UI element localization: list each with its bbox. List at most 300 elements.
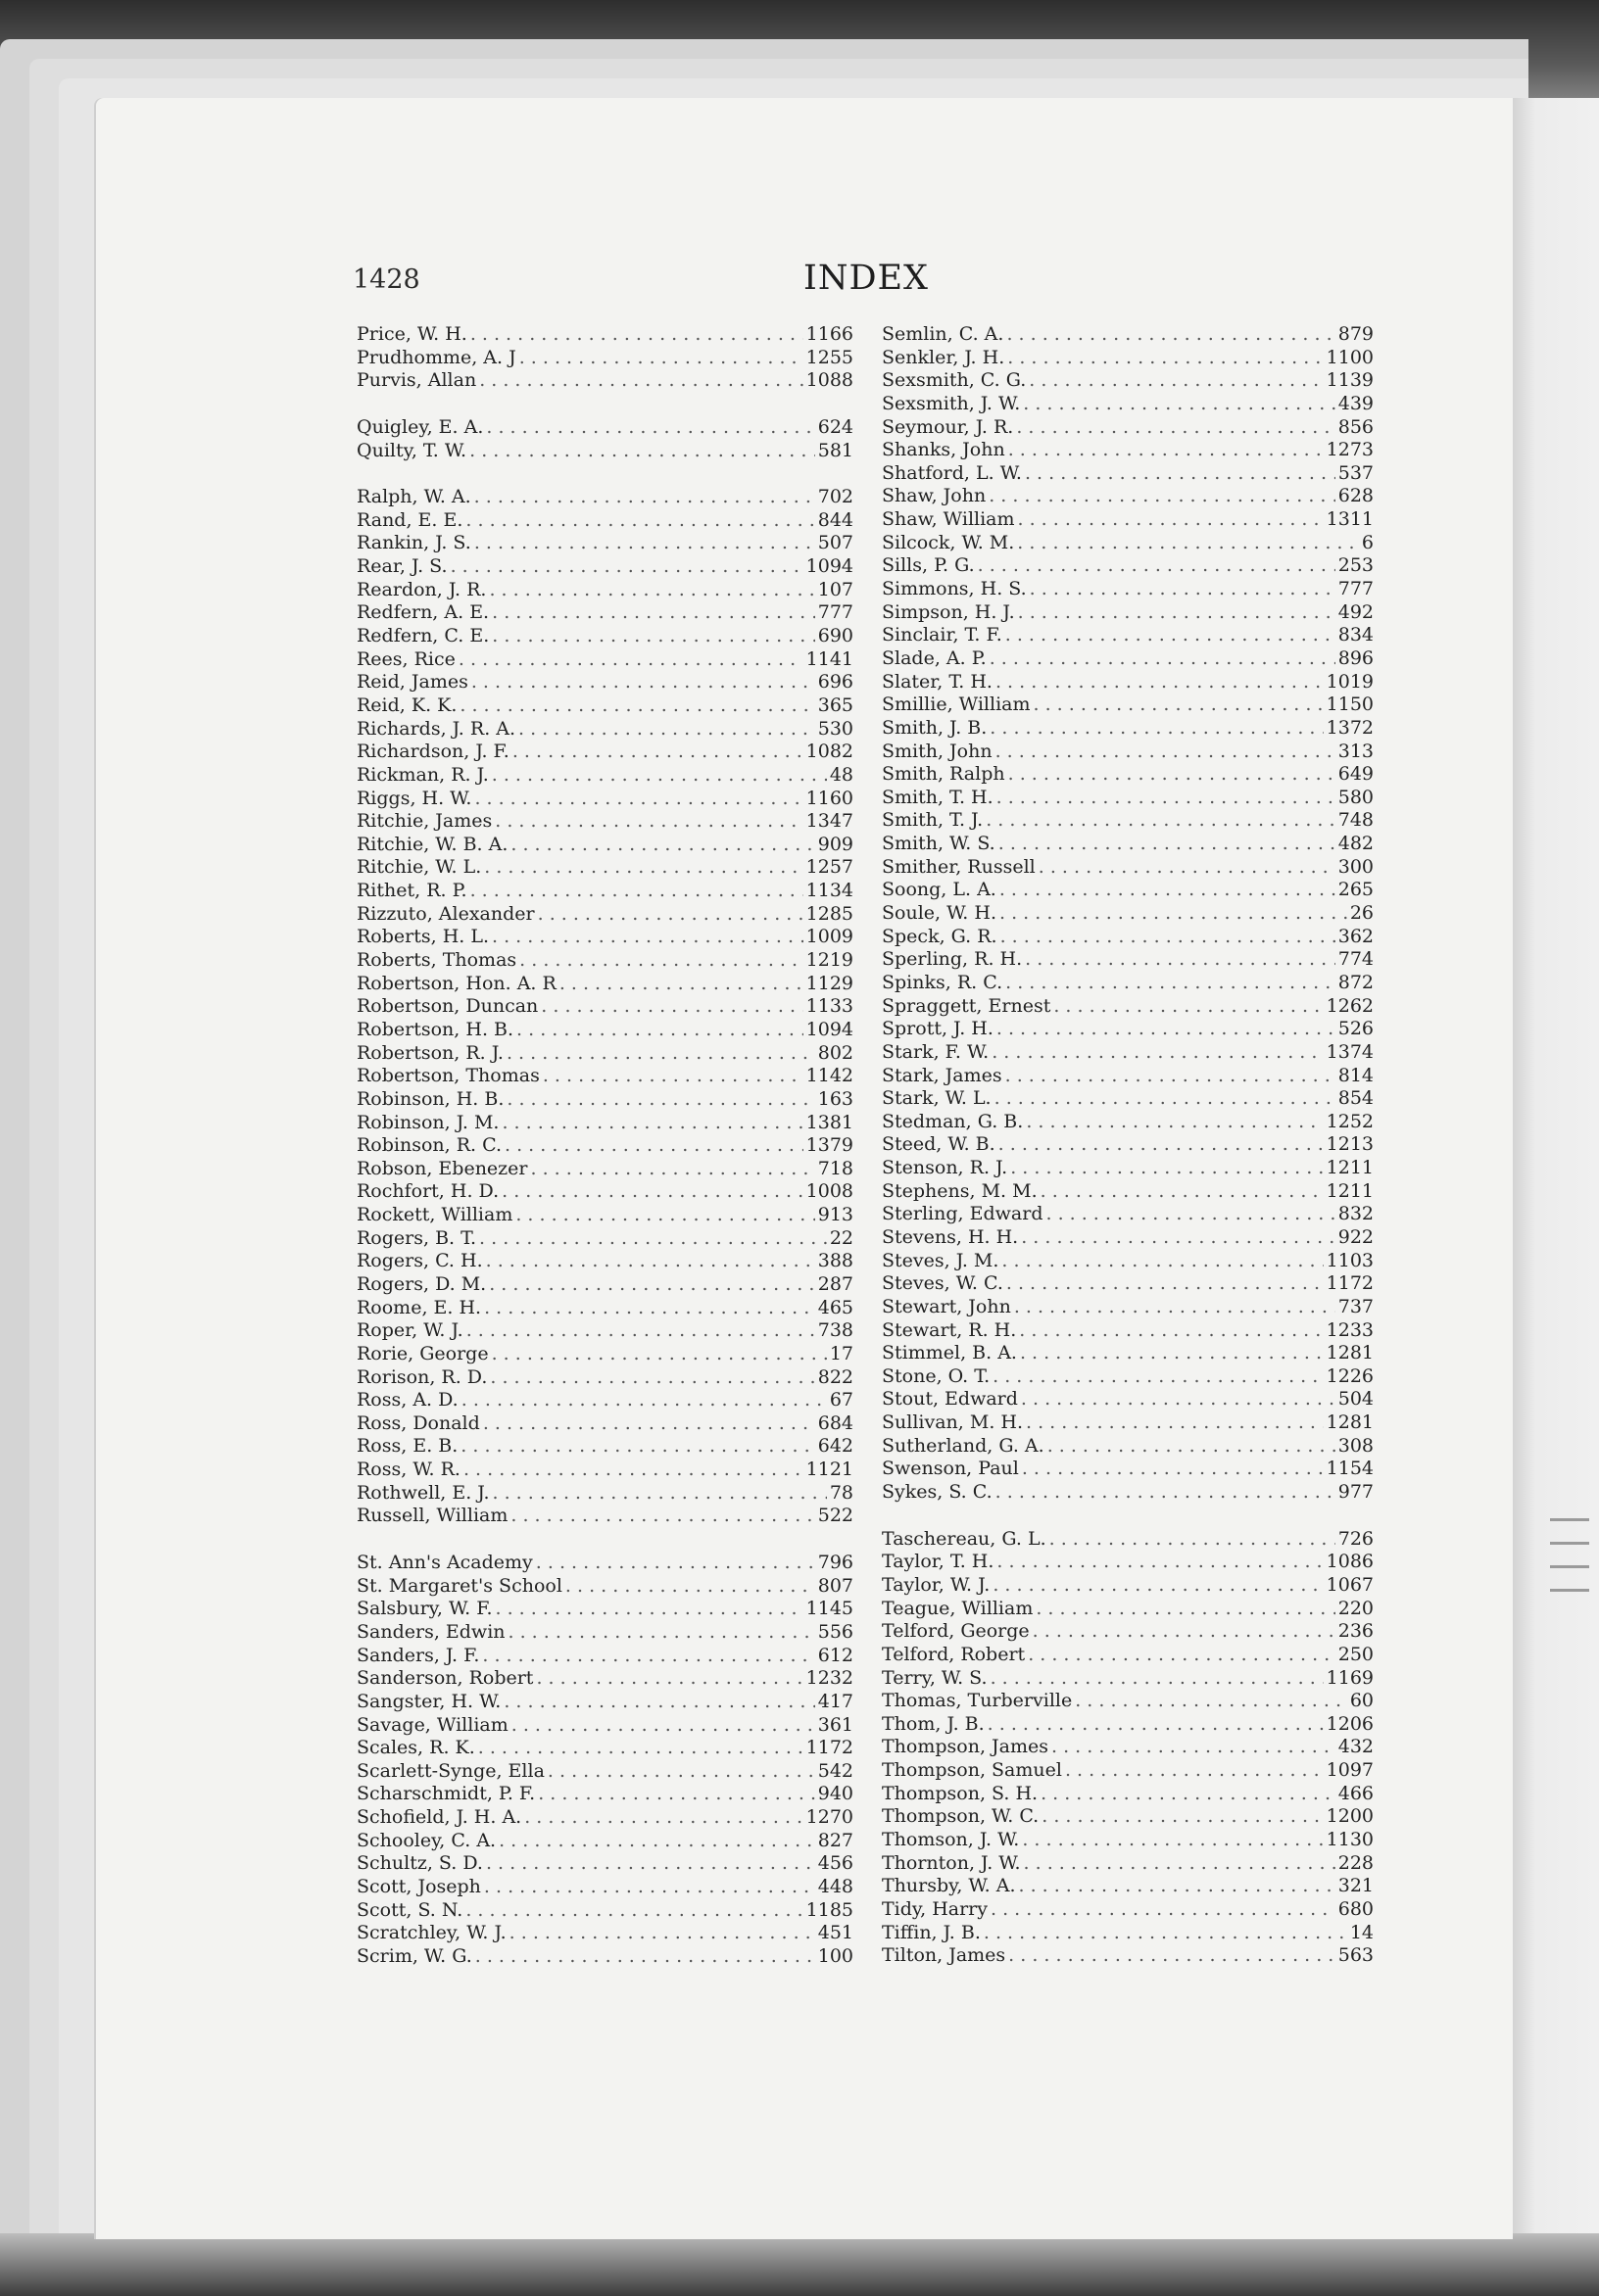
entry-name: Roome, E. H. [357, 1296, 482, 1318]
entry-page: 6 [1361, 531, 1374, 553]
index-entry [882, 439, 1374, 462]
index-entry [882, 393, 1374, 416]
entry-page: 1008 [805, 1180, 853, 1203]
index-entry [357, 1645, 853, 1668]
index-entry [882, 741, 1374, 764]
index-entry [882, 1319, 1374, 1343]
dot-leader [1023, 393, 1334, 416]
entry-name: Thornton, J. W. [882, 1851, 1021, 1874]
entry-name: Rogers, C. H. [357, 1250, 483, 1272]
index-entry [357, 1737, 853, 1760]
entry-page: 236 [1337, 1620, 1374, 1643]
dot-leader [484, 856, 802, 880]
dot-leader [1026, 1411, 1324, 1435]
entry-name: Robinson, J. M. [357, 1111, 500, 1133]
dot-leader [483, 1412, 815, 1436]
entry-name: Quilty, T. W. [357, 439, 467, 461]
index-entry [357, 1783, 853, 1806]
dot-leader [990, 717, 1323, 741]
index-entry [882, 995, 1374, 1019]
dot-leader [496, 1598, 803, 1621]
entry-name: Rand, E. E. [357, 508, 463, 531]
index-entry [357, 718, 853, 741]
entry-name: Schooley, C. A. [357, 1829, 497, 1851]
entry-name: Ritchie, W. L. [357, 856, 482, 879]
entry-page: 896 [1337, 646, 1374, 669]
dot-leader [1005, 624, 1335, 647]
entry-name: Stark, James [882, 1064, 1002, 1086]
dot-leader [990, 647, 1335, 671]
entry-page: 321 [1337, 1875, 1374, 1897]
entry-name: Scarlett-Synge, Ella [357, 1759, 545, 1782]
entry-page: 1255 [805, 346, 853, 368]
index-entry [357, 1343, 853, 1366]
entry-page: 856 [1337, 415, 1374, 438]
dot-leader [461, 1389, 827, 1412]
index-entry [882, 624, 1374, 647]
index-entry [357, 973, 853, 996]
dot-leader [1006, 323, 1334, 347]
dot-leader [548, 1760, 815, 1784]
dot-leader [992, 1041, 1323, 1065]
dot-leader [465, 1899, 802, 1923]
entry-name: Stone, O. T. [882, 1364, 991, 1387]
entry-page: 1121 [805, 1459, 853, 1481]
entry-page: 228 [1337, 1851, 1374, 1874]
index-entry [882, 1458, 1374, 1481]
entry-name: Rees, Rice [357, 647, 456, 670]
dot-leader [1034, 694, 1324, 717]
dot-leader [1021, 1388, 1335, 1411]
index-entry [357, 486, 853, 509]
index-entry [882, 1226, 1374, 1250]
entry-name: Schofield, J. H. A. [357, 1806, 522, 1829]
index-entry [357, 1158, 853, 1181]
dot-leader [999, 902, 1347, 926]
entry-name: Stenson, R. J. [882, 1157, 1008, 1179]
index-entry [882, 1087, 1374, 1111]
dot-leader [543, 1065, 803, 1088]
entry-name: Thomson, J. W. [882, 1829, 1020, 1850]
entry-name: Scratchley, W. J. [357, 1922, 507, 1944]
dot-leader [460, 694, 814, 718]
index-entry [357, 1598, 853, 1621]
dot-leader [1042, 1805, 1323, 1829]
entry-name: Robertson, Thomas [357, 1065, 540, 1087]
index-entry [882, 1041, 1374, 1065]
index-entry [357, 1760, 853, 1784]
index-entry [357, 1806, 853, 1830]
index-entry [882, 1250, 1374, 1273]
dot-leader [1030, 578, 1335, 601]
entry-page: 1206 [1326, 1712, 1374, 1735]
entry-name: Robertson, Duncan [357, 995, 539, 1018]
entry-name: Sills, P. G. [882, 554, 975, 577]
index-entry [882, 1133, 1374, 1157]
dot-leader [519, 949, 802, 973]
entry-name: Rizzuto, Alexander [357, 902, 535, 925]
entry-page: 814 [1337, 1064, 1374, 1086]
dot-leader [1005, 972, 1335, 995]
dot-leader [474, 532, 815, 555]
dot-leader [510, 834, 814, 857]
dot-leader [1033, 1620, 1335, 1644]
index-entry [882, 1852, 1374, 1876]
dot-leader [1018, 1875, 1334, 1898]
dot-leader [504, 1691, 814, 1714]
dot-leader [988, 1713, 1324, 1737]
entry-page: 922 [1337, 1225, 1374, 1248]
entry-name: Steed, W. B. [882, 1133, 995, 1156]
entry-page: 796 [817, 1552, 853, 1574]
dot-leader [995, 741, 1335, 764]
index-entry [882, 462, 1374, 486]
entry-name: Rockett, William [357, 1204, 513, 1226]
dot-leader [1041, 1783, 1335, 1806]
dot-leader [484, 1297, 815, 1320]
dot-leader [999, 879, 1335, 902]
index-entry [357, 509, 853, 533]
dot-leader [1049, 1528, 1335, 1552]
entry-name: Stewart, John [882, 1295, 1011, 1317]
entry-name: Richards, J. R. A. [357, 717, 516, 740]
index-entry [882, 809, 1374, 833]
entry-name: Sanderson, Robert [357, 1667, 534, 1690]
entry-page: 1172 [805, 1737, 853, 1759]
index-entry [882, 1875, 1374, 1898]
entry-name: Schultz, S. D. [357, 1852, 483, 1875]
entry-name: Ross, A. D. [357, 1389, 459, 1411]
entry-page: 718 [817, 1157, 853, 1179]
dot-leader [490, 1366, 814, 1390]
entry-page: 542 [817, 1759, 853, 1782]
entry-page: 526 [1337, 1018, 1374, 1040]
dot-leader [1001, 1250, 1323, 1273]
index-entry [357, 555, 853, 579]
entry-name: Smith, John [882, 740, 993, 762]
entry-page: 456 [817, 1852, 853, 1875]
entry-page: 834 [1337, 624, 1374, 646]
entry-page: 1257 [805, 856, 853, 879]
entry-page: 163 [817, 1087, 853, 1110]
entry-page: 1172 [1326, 1272, 1374, 1295]
entry-name: Redfern, A. E. [357, 601, 490, 624]
index-entry [882, 787, 1374, 810]
entry-page: 1211 [1326, 1179, 1374, 1202]
entry-page: 1374 [1326, 1040, 1374, 1063]
dot-leader [1007, 347, 1323, 370]
entry-page: 807 [817, 1574, 853, 1597]
index-entry [357, 1112, 853, 1135]
entry-name: Stedman, G. B. [882, 1110, 1024, 1132]
entry-page: 802 [817, 1041, 853, 1064]
entry-name: Smith, J. B. [882, 716, 988, 739]
dot-leader [986, 809, 1335, 833]
dot-leader [978, 554, 1335, 578]
entry-page: 308 [1337, 1434, 1374, 1457]
entry-page: 537 [1337, 461, 1374, 484]
entry-name: Russell, William [357, 1505, 509, 1527]
entry-name: Richardson, J. F. [357, 741, 509, 763]
index-entry [882, 1620, 1374, 1644]
entry-page: 1285 [805, 902, 853, 925]
entry-page: 1219 [805, 949, 853, 972]
dot-leader [510, 1505, 814, 1528]
entry-name: Taylor, W. J. [882, 1573, 991, 1596]
index-entry [357, 369, 853, 393]
index-entry [882, 1898, 1374, 1922]
dot-leader [1045, 1203, 1334, 1226]
dot-leader [536, 1552, 815, 1575]
index-entry [882, 1667, 1374, 1691]
index-entry [882, 1388, 1374, 1411]
entry-name: Rear, J. S. [357, 555, 448, 578]
index-entry [357, 1227, 853, 1251]
page-title: INDEX [803, 259, 929, 298]
entry-name: Sperling, R. H. [882, 948, 1023, 971]
entry-page: 530 [817, 717, 853, 740]
entry-page: 1270 [805, 1806, 853, 1829]
index-entry [357, 1852, 853, 1876]
dot-leader [492, 926, 803, 949]
entry-name: Robinson, H. B. [357, 1087, 505, 1110]
dot-leader [531, 1158, 815, 1181]
entry-page: 1213 [1326, 1133, 1374, 1156]
entry-name: Terry, W. S. [882, 1666, 988, 1689]
index-entry [357, 1714, 853, 1738]
index-entry [882, 1528, 1374, 1552]
dot-leader [996, 1018, 1335, 1041]
entry-name: Ritchie, James [357, 810, 493, 833]
entry-name: Sykes, S. C. [882, 1481, 993, 1504]
dot-leader [463, 1459, 803, 1482]
index-entry [882, 1157, 1374, 1180]
dot-leader [482, 1645, 814, 1668]
entry-page: 854 [1337, 1087, 1374, 1110]
entry-page: 432 [1337, 1736, 1374, 1758]
index-entry [882, 1411, 1374, 1435]
dot-leader [486, 416, 814, 440]
entry-name: Scott, S. N. [357, 1898, 463, 1921]
entry-name: Telford, Robert [882, 1643, 1026, 1665]
index-entry [357, 1088, 853, 1112]
entry-page: 313 [1337, 740, 1374, 762]
entry-name: Rankin, J. S. [357, 532, 471, 554]
entry-page: 1233 [1326, 1318, 1374, 1341]
page-number: 1428 [353, 264, 420, 295]
index-entry [357, 1180, 853, 1204]
entry-page: 522 [817, 1505, 853, 1527]
index-column-right [882, 323, 1374, 1968]
entry-name: Reid, James [357, 671, 468, 694]
group-gap [357, 462, 853, 486]
dot-leader [1065, 1759, 1324, 1783]
index-entry [357, 625, 853, 648]
entry-name: Thompson, W. C. [882, 1805, 1040, 1828]
dot-leader [984, 1922, 1347, 1945]
entry-page: 300 [1337, 855, 1374, 878]
index-entry [882, 1574, 1374, 1598]
entry-name: Telford, George [882, 1620, 1030, 1643]
entry-page: 1166 [805, 323, 853, 345]
entry-name: Salsbury, W. F. [357, 1598, 493, 1620]
dot-leader [995, 671, 1324, 694]
entry-page: 1141 [805, 647, 853, 670]
entry-page: 1185 [805, 1898, 853, 1921]
entry-page: 690 [817, 625, 853, 647]
index-entry [882, 347, 1374, 370]
index-entry [357, 880, 853, 903]
dot-leader [489, 579, 814, 602]
entry-name: Sullivan, M. H. [882, 1411, 1024, 1434]
dot-leader [451, 555, 803, 579]
index-entry [357, 1250, 853, 1273]
entry-name: Thom, J. B. [882, 1712, 985, 1735]
dot-leader [1041, 1180, 1324, 1204]
index-entry [882, 833, 1374, 856]
index-entry [357, 671, 853, 694]
entry-page: 100 [817, 1944, 853, 1967]
index-entry [357, 1922, 853, 1945]
dot-leader [1008, 439, 1324, 462]
index-entry [882, 1644, 1374, 1667]
entry-page: 680 [1337, 1897, 1374, 1920]
dot-leader [1025, 462, 1335, 486]
index-entry [882, 1342, 1374, 1365]
entry-page: 748 [1337, 809, 1374, 832]
dot-leader [1006, 1272, 1324, 1296]
dot-leader [509, 1621, 815, 1645]
entry-name: Smith, Ralph [882, 763, 1005, 786]
entry-name: Shaw, William [882, 508, 1015, 531]
entry-page: 642 [817, 1435, 853, 1458]
entry-name: Spinks, R. C. [882, 971, 1003, 993]
index-entry [882, 1018, 1374, 1041]
dot-leader [996, 787, 1335, 810]
entry-page: 482 [1337, 833, 1374, 855]
entry-name: Shaw, John [882, 485, 987, 507]
dot-leader [489, 1273, 815, 1297]
entry-page: 872 [1337, 971, 1374, 993]
entry-page: 448 [817, 1876, 853, 1897]
index-entry [357, 856, 853, 880]
dot-leader [1047, 1435, 1335, 1459]
entry-page: 1150 [1326, 694, 1374, 716]
entry-name: Rogers, B. T. [357, 1226, 477, 1249]
index-entry [357, 694, 853, 718]
entry-name: Riggs, H. W. [357, 787, 472, 809]
index-entry [882, 1690, 1374, 1713]
index-entry [357, 741, 853, 764]
entry-name: Robertson, Hon. A. R [357, 972, 557, 994]
dot-leader [459, 648, 803, 672]
entry-name: Stevens, H. H. [882, 1225, 1019, 1248]
dot-leader [1010, 1157, 1323, 1180]
entry-name: Sinclair, T. F. [882, 624, 1002, 646]
index-entry [357, 347, 853, 370]
entry-page: 726 [1337, 1527, 1374, 1550]
index-entry [882, 671, 1374, 694]
entry-name: Sangster, H. W. [357, 1690, 502, 1712]
index-entry [882, 578, 1374, 601]
dot-leader [1022, 1829, 1323, 1852]
entry-name: Taylor, T. H. [882, 1551, 994, 1573]
index-entry [882, 1180, 1374, 1204]
index-entry [357, 1204, 853, 1227]
entry-name: Price, W. H. [357, 323, 467, 345]
dot-leader [474, 486, 815, 509]
dot-leader [1018, 601, 1335, 625]
entry-name: Soong, L. A. [882, 879, 996, 901]
index-entry [357, 532, 853, 555]
entry-page: 1088 [805, 369, 853, 392]
entry-page: 1381 [805, 1111, 853, 1133]
index-entry [882, 1598, 1374, 1621]
entry-page: 1154 [1326, 1458, 1374, 1480]
entry-name: Prudhomme, A. J [357, 346, 516, 368]
dot-leader [1008, 1944, 1335, 1968]
entry-name: Robinson, R. C. [357, 1134, 503, 1157]
entry-page: 1139 [1326, 369, 1374, 392]
dot-leader [538, 903, 803, 927]
dot-leader [1021, 1226, 1335, 1250]
dot-leader [1018, 508, 1324, 532]
index-entry [357, 764, 853, 788]
dot-leader [479, 369, 802, 393]
entry-name: Thompson, S. H. [882, 1782, 1039, 1804]
entry-name: Silcock, W. M. [882, 531, 1015, 553]
entry-name: Teague, William [882, 1597, 1034, 1619]
entry-name: Roper, W. J. [357, 1319, 463, 1342]
entry-name: Scott, Joseph [357, 1876, 481, 1897]
index-entry [882, 1922, 1374, 1945]
entry-name: Taschereau, G. L. [882, 1527, 1046, 1550]
dot-leader [994, 1087, 1335, 1111]
index-entry [357, 834, 853, 857]
entry-page: 388 [817, 1250, 853, 1272]
index-entry [357, 440, 853, 463]
dot-leader [1024, 1852, 1335, 1876]
dot-leader [478, 1737, 803, 1760]
entry-page: 1232 [805, 1667, 853, 1690]
index-entry [882, 926, 1374, 949]
dot-leader [998, 1133, 1324, 1157]
entry-name: Slade, A. P. [882, 646, 987, 669]
entry-name: Thompson, Samuel [882, 1759, 1062, 1782]
dot-leader [492, 625, 814, 648]
dot-leader [502, 1180, 803, 1204]
dot-leader [991, 1667, 1324, 1691]
entry-page: 1262 [1326, 994, 1374, 1017]
entry-name: Rithet, R. P. [357, 880, 467, 902]
dot-leader [460, 1435, 814, 1459]
entry-page: 1094 [805, 1018, 853, 1040]
dot-leader [492, 601, 815, 625]
entry-name: Smillie, William [882, 694, 1031, 716]
index-entry [882, 323, 1374, 347]
entry-page: 265 [1337, 879, 1374, 901]
entry-name: Sprott, J. H. [882, 1018, 993, 1040]
entry-page: 250 [1337, 1643, 1374, 1665]
index-entry [882, 1805, 1374, 1829]
index-entry [357, 1435, 853, 1459]
index-entry [357, 579, 853, 602]
entry-page: 556 [817, 1620, 853, 1643]
dot-leader [1017, 532, 1359, 555]
dot-leader [511, 1714, 815, 1738]
entry-page: 1086 [1326, 1551, 1374, 1573]
entry-page: 624 [817, 415, 853, 438]
